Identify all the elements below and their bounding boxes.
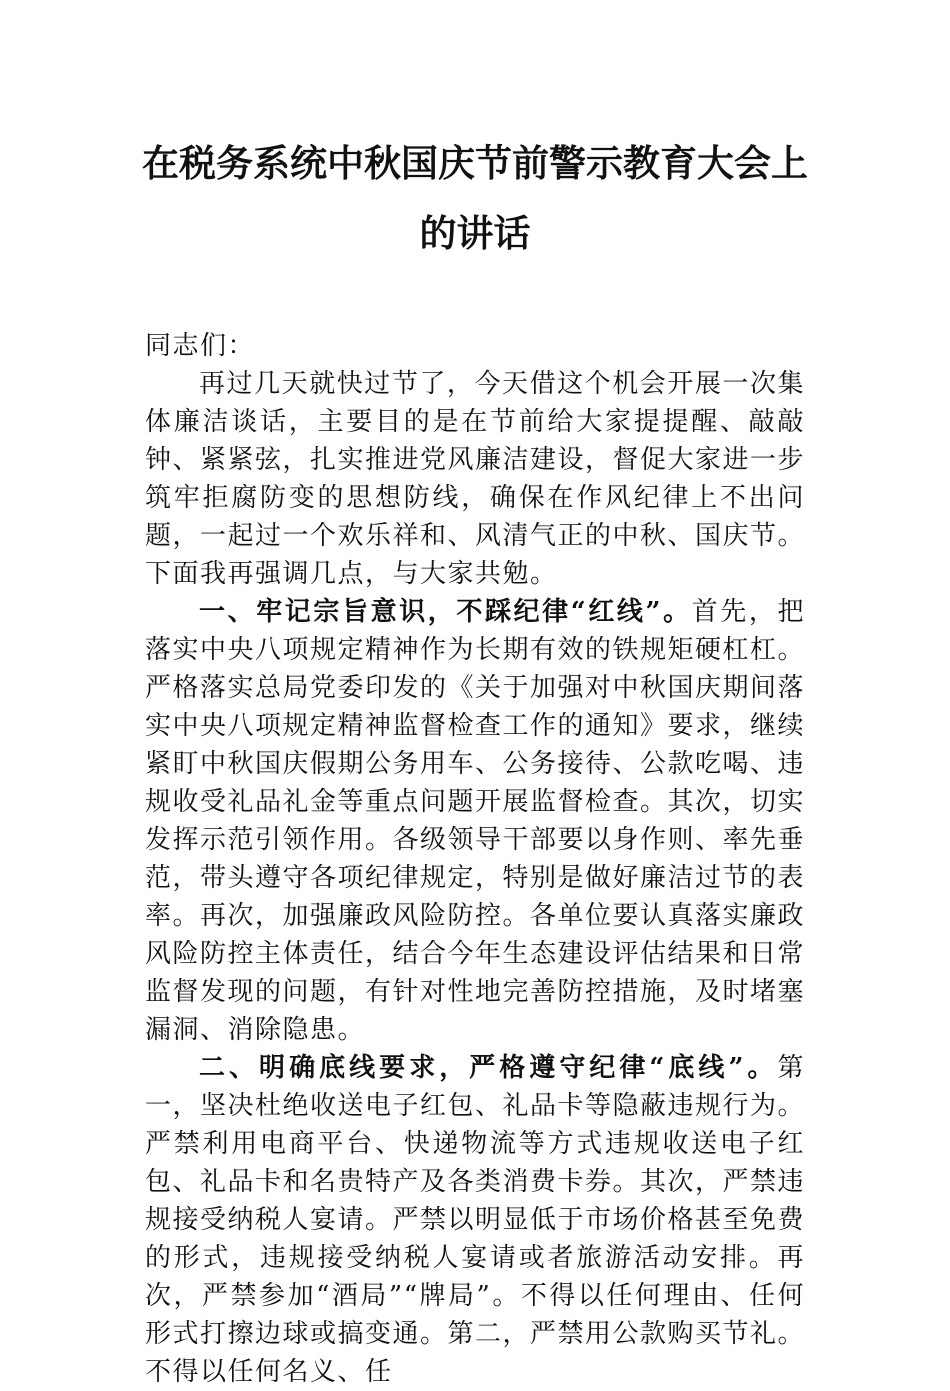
section-2-text: 第一，坚决杜绝收送电子红包、礼品卡等隐蔽违规行为。严禁利用电商平台、快递物流等方式违规收送电子红包、礼品卡和名贵特产及各类消费卡券。其次，严禁违规接受纳税人宴请。严禁以明显低于市场价格甚至免费的形式，违规接受纳税人宴请或者旅游活动安排。再次，严禁参加“酒局”“牌局”。不得以任何理由、任何形式打擦边球或搞变通。第二，严禁用公款购买节礼。不得以任何名义、任: [145, 1053, 806, 1387]
paragraph-section-2: [145, 1049, 805, 1391]
salutation: 同志们：: [145, 331, 256, 361]
paragraph-intro: 再过几天就快过节了，今天借这个机会开展一次集体廉洁谈话，主要目的是在节前给大家提提醒、敲敲钟、紧紧弦，扎实推进党风廉洁建设，督促大家进一步筑牢拒腐防变的思想防线，确保在作风纪律上不出问题，一起过一个欢乐祥和、风清气正的中秋、国庆节。下面我再强调几点，与大家共勉。: [145, 369, 806, 589]
paragraph-section-1: [145, 593, 805, 1049]
title-line-2: 的讲话: [419, 211, 531, 255]
document-body: [145, 327, 805, 1391]
section-1-heading: 一、牢记宗旨意识，不踩纪律“红线”。: [199, 597, 692, 627]
document-title: [100, 128, 850, 268]
section-1-text: 首先，把落实中央八项规定精神作为长期有效的铁规矩硬杠杠。严格落实总局党委印发的《关于加强对中秋国庆期间落实中央八项规定精神监督检查工作的通知》要求，继续紧盯中秋国庆假期公务用车、公务接待、公款吃喝、违规收受礼品礼金等重点问题开展监督检查。其次，切实发挥示范引领作用。各级领导干部要以身作则、率先垂范，带头遵守各项纪律规定，特别是做好廉洁过节的表率。再次，加强廉政风险防控。各单位要认真落实廉政风险防控主体责任，结合今年生态建设评估结果和日常监督发现的问题，有针对性地完善防控措施，及时堵塞漏洞、消除隐患。: [145, 597, 806, 1045]
section-2-heading: 二、明确底线要求，严格遵守纪律“底线”。: [199, 1053, 778, 1083]
title-line-1: 在税务系统中秋国庆节前警示教育大会上: [142, 141, 808, 185]
